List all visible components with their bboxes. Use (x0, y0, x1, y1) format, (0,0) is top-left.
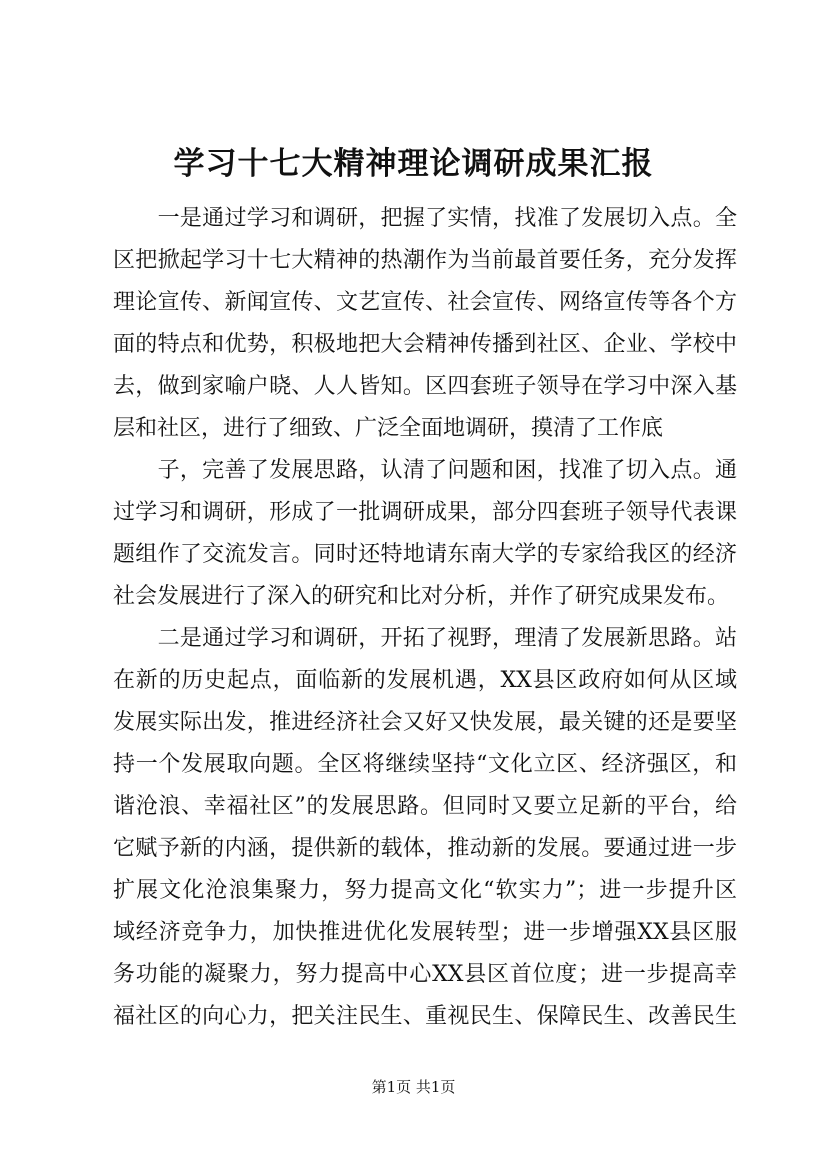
page-footer: 第1页 共1页 (371, 1078, 456, 1096)
text-line: 过学习和调研，形成了一批调研成果，部分四套班子领导代表课 (113, 500, 737, 525)
text-line: 扩展文化沧浪集聚力，努力提高文化“软实力”；进一步提升区 (113, 878, 737, 903)
text-line: 在新的历史起点，面临新的发展机遇，XX县区政府如何从区域 (113, 668, 737, 693)
text-line: 福社区的向心力，把关注民生、重视民生、保障民生、改善民生 (113, 1004, 737, 1029)
text-line: 理论宣传、新闻宣传、文艺宣传、社会宣传、网络宣传等各个方 (113, 290, 737, 315)
text-line: 务功能的凝聚力，努力提高中心XX县区首位度；进一步提高幸 (113, 962, 737, 987)
text-line: 社会发展进行了深入的研究和比对分析，并作了研究成果发布。 (113, 584, 730, 609)
text-line: 发展实际出发，推进经济社会又好又快发展，最关键的还是要坚 (113, 710, 737, 735)
text-line: 持一个发展取向题。全区将继续坚持“文化立区、经济强区，和 (113, 752, 737, 777)
text-line: 谐沧浪、幸福社区”的发展思路。但同时又要立足新的平台，给 (113, 794, 737, 819)
text-line: 子，完善了发展思路，认清了问题和困，找准了切入点。通 (113, 458, 737, 483)
text-line: 域经济竞争力，加快推进优化发展转型；进一步增强XX县区服 (113, 920, 737, 945)
text-line: 一是通过学习和调研，把握了实情，找准了发展切入点。全 (113, 206, 737, 231)
text-line: 题组作了交流发言。同时还特地请东南大学的专家给我区的经济 (113, 542, 737, 567)
text-line: 区把掀起学习十七大精神的热潮作为当前最首要任务，充分发挥 (113, 248, 737, 273)
page-title: 学习十七大精神理论调研成果汇报 (173, 146, 654, 182)
text-line: 二是通过学习和调研，开拓了视野，理清了发展新思路。站 (113, 626, 737, 651)
text-line: 面的特点和优势，积极地把大会精神传播到社区、企业、学校中 (113, 332, 737, 357)
text-line: 它赋予新的内涵，提供新的载体，推动新的发展。要通过进一步 (113, 836, 737, 861)
text-line: 去，做到家喻户晓、人人皆知。区四套班子领导在学习中深入基 (113, 374, 737, 399)
text-line: 层和社区，进行了细致、广泛全面地调研，摸清了工作底 (113, 416, 664, 441)
